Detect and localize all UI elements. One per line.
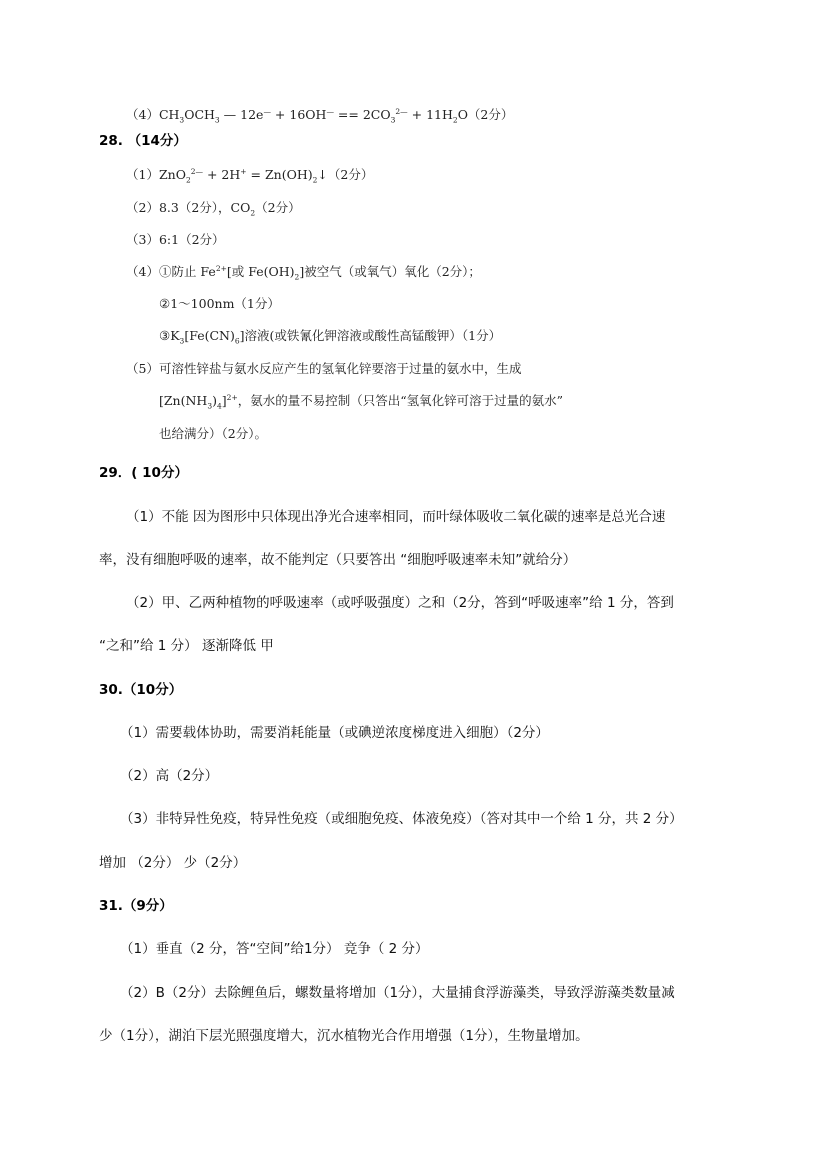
q31-line2: （2）B（2分）去除鲤鱼后，螺数量将增加（1分），大量捕食浮游藻类，导致浮游藻类数量减: [120, 985, 675, 1001]
q31-title: 31.（9分）: [99, 898, 173, 914]
q28-item3: （3）6:1（2分）: [126, 232, 225, 247]
q28-item5b: $[Zn(NH_3)_4]^{2+}$，氨水的量不易控制（只答出“氢氧化锌可溶于过量的氨水”: [159, 392, 564, 411]
q31-line3: 少（1分），湖泊下层光照强度增大，沉水植物光合作用增强（1分），生物量增加。: [99, 1028, 589, 1044]
q28-item5a: （5）可溶性锌盐与氨水反应产生的氢氧化锌要溶于过量的氨水中，生成: [126, 361, 522, 376]
q30-line3: （3）非特异性免疫，特异性免疫（或细胞免疫、体液免疫）（答对其中一个给 1 分，共 2 分）: [120, 811, 683, 827]
q28-item2: （2）8.3（2分），$CO_2(2$分）: [126, 200, 301, 218]
q29-line4: “之和”给 1 分） 逐渐降低 甲: [99, 638, 274, 654]
q27-item4: $(4)CH_3OCH_3$ — $12e^— + 16OH^— == 2CO_3^{2—} + 11H_2O(2$分）: [126, 106, 514, 125]
q28-item4b: ②1～100nm（1分）: [159, 296, 280, 311]
q28-item1: $(1)ZnO_2^{2—} + 2H^+ = Zn(OH)_2↓(2$分）: [126, 166, 374, 185]
q29-title: 29．( 10分）: [99, 465, 188, 481]
q30-line4: 增加 （2分） 少（2分）: [99, 855, 247, 871]
q28-item5c: 也给满分）（2分）。: [159, 426, 267, 441]
q30-line1: （1）需要载体协助，需要消耗能量（或碘逆浓度梯度进入细胞）（2分）: [120, 725, 549, 741]
q29-line3: （2）甲、乙两种植物的呼吸速率（或呼吸强度）之和（2分，答到“呼吸速率”给 1 分，答到: [126, 595, 674, 611]
q30-title: 30.（10分）: [99, 682, 183, 698]
q29-line1: （1）不能 因为图形中只体现出净光合速率相同，而叶绿体吸收二氧化碳的速率是总光合速: [126, 509, 666, 525]
q28-item4c: $③K_3[Fe(CN)_6]$溶液(或铁氰化钾溶液或酸性高锰酸钾）（1分）: [159, 328, 502, 346]
q29-line2: 率，没有细胞呼吸的速率，故不能判定（只要答出 “细胞呼吸速率未知”就给分）: [99, 552, 577, 568]
q30-line2: （2）高（2分）: [120, 768, 219, 784]
q28-title: 28. （14分）: [99, 133, 187, 149]
q28-item4a: （4）①防止 $Fe^{2+}$[或 $Fe(OH)_2$]被空气（或氧气）氧化（2分）；: [126, 263, 481, 282]
q31-line1: （1）垂直（2 分，答“空间”给1分） 竞争（ 2 分）: [120, 941, 429, 957]
